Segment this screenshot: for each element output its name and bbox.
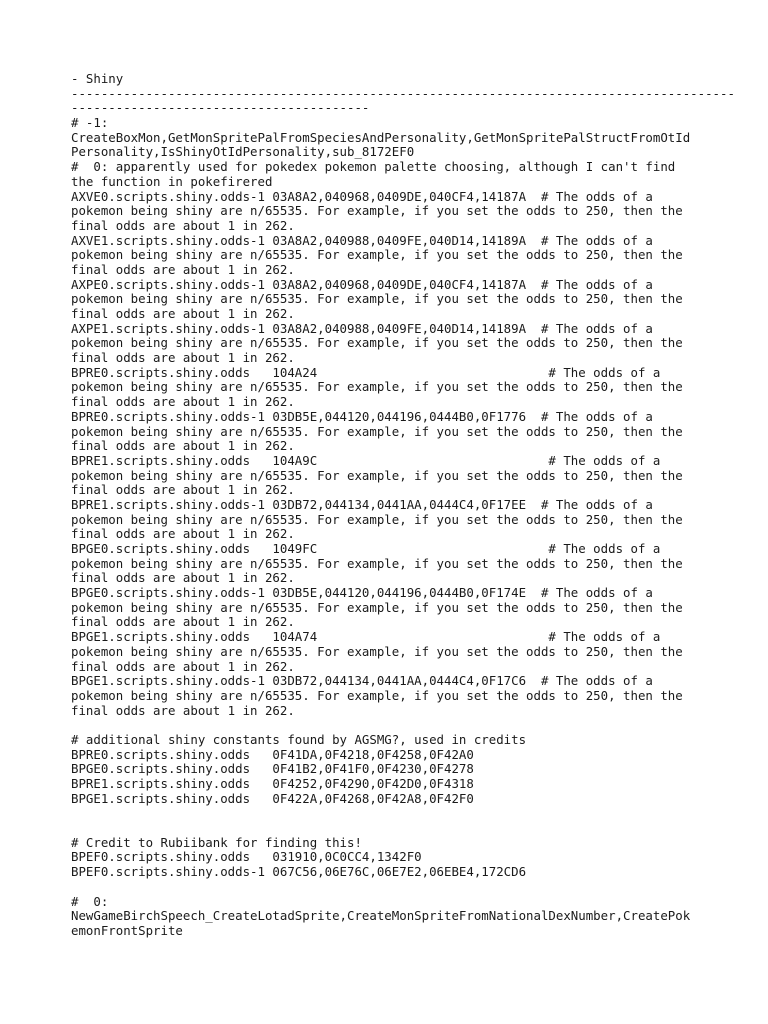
text-line: AXVE0.scripts.shiny.odds-1 03A8A2,040968,0409DE,040CF4,14187A # The odds of a [71,188,653,204]
text-line: final odds are about 1 in 262. [71,438,295,454]
text-line: pokemon being shiny are n/65535. For example, if you set the odds to 250, then the [71,687,683,703]
text-line: # -1: [71,115,109,131]
text-line: BPRE0.scripts.shiny.odds 104A24 # The odds of a [71,364,661,380]
text-line: BPGE0.scripts.shiny.odds-1 03DB5E,044120,044196,0444B0,0F174E # The odds of a [71,585,653,601]
text-line: emonFrontSprite [71,922,183,938]
text-line: ----------------------------------------------------------------------------------------- [71,85,735,101]
text-line: CreateBoxMon,GetMonSpritePalFromSpeciesAndPersonality,GetMonSpritePalStructFromOtId [71,129,691,145]
text-line: final odds are about 1 in 262. [71,702,295,718]
text-line: # 0: [71,893,109,909]
text-line: AXVE1.scripts.shiny.odds-1 03A8A2,040988,0409FE,040D14,14189A # The odds of a [71,232,653,248]
text-line: pokemon being shiny are n/65535. For example, if you set the odds to 250, then the [71,379,683,395]
text-line: BPRE0.scripts.shiny.odds 0F41DA,0F4218,0F4258,0F42A0 [71,746,474,762]
text-line: final odds are about 1 in 262. [71,526,295,542]
text-line: AXPE0.scripts.shiny.odds-1 03A8A2,040968,0409DE,040CF4,14187A # The odds of a [71,276,653,292]
text-line: BPEF0.scripts.shiny.odds-1 067C56,06E76C,06E7E2,06EBE4,172CD6 [71,864,527,880]
text-line: pokemon being shiny are n/65535. For example, if you set the odds to 250, then the [71,423,683,439]
document-page [71,71,735,939]
text-line: BPGE0.scripts.shiny.odds 0F41B2,0F41F0,0F4230,0F4278 [71,761,474,777]
text-line: # Credit to Rubiibank for finding this! [71,834,362,850]
text-line: BPGE1.scripts.shiny.odds 104A74 # The odds of a [71,629,661,645]
text-line: final odds are about 1 in 262. [71,217,295,233]
text-line: ---------------------------------------- [71,100,370,116]
text-line: Personality,IsShinyOtIdPersonality,sub_8172EF0 [71,144,415,160]
text-line: the function in pokefirered [71,173,273,189]
text-line [71,880,701,895]
text-line [71,806,701,821]
text-line: final odds are about 1 in 262. [71,570,295,586]
text-line: final odds are about 1 in 262. [71,658,295,674]
text-line: pokemon being shiny are n/65535. For example, if you set the odds to 250, then the [71,335,683,351]
text-line: - Shiny [71,71,124,86]
text-line: pokemon being shiny are n/65535. For example, if you set the odds to 250, then the [71,511,683,527]
text-line: pokemon being shiny are n/65535. For example, if you set the odds to 250, then the [71,247,683,263]
text-line: final odds are about 1 in 262. [71,306,295,321]
text-line: BPGE1.scripts.shiny.odds-1 03DB72,044134,0441AA,0444C4,0F17C6 # The odds of a [71,673,653,689]
text-line: BPGE1.scripts.shiny.odds 0F422A,0F4268,0F42A8,0F42F0 [71,790,474,806]
text-line: # 0: apparently used for pokedex pokemon palette choosing, although I can't find [71,159,676,175]
text-line: pokemon being shiny are n/65535. For example, if you set the odds to 250, then the [71,599,683,615]
text-line: pokemon being shiny are n/65535. For example, if you set the odds to 250, then the [71,555,683,571]
text-line [71,718,701,733]
text-line: # additional shiny constants found by AGSMG?, used in credits [71,731,527,747]
text-line: final odds are about 1 in 262. [71,614,295,630]
text-line: BPRE0.scripts.shiny.odds-1 03DB5E,044120,044196,0444B0,0F1776 # The odds of a [71,408,653,424]
text-line: AXPE1.scripts.shiny.odds-1 03A8A2,040988,0409FE,040D14,14189A # The odds of a [71,320,653,336]
text-line: final odds are about 1 in 262. [71,350,295,366]
text-line: final odds are about 1 in 262. [71,261,295,277]
text-line: final odds are about 1 in 262. [71,482,295,498]
text-line: BPRE1.scripts.shiny.odds 104A9C # The odds of a [71,452,661,468]
text-line: BPRE1.scripts.shiny.odds-1 03DB72,044134,0441AA,0444C4,0F17EE # The odds of a [71,496,653,512]
text-line: pokemon being shiny are n/65535. For example, if you set the odds to 250, then the [71,203,683,219]
text-line: NewGameBirchSpeech_CreateLotadSprite,CreateMonSpriteFromNationalDexNumber,CreatePok [71,908,691,924]
text-line: pokemon being shiny are n/65535. For example, if you set the odds to 250, then the [71,643,683,659]
text-line: BPRE1.scripts.shiny.odds 0F4252,0F4290,0F42D0,0F4318 [71,776,474,791]
text-line [71,821,701,836]
text-line: final odds are about 1 in 262. [71,394,295,410]
text-line: pokemon being shiny are n/65535. For example, if you set the odds to 250, then the [71,467,683,483]
text-line: BPGE0.scripts.shiny.odds 1049FC # The odds of a [71,541,661,556]
text-line: pokemon being shiny are n/65535. For example, if you set the odds to 250, then the [71,291,683,307]
text-line: BPEF0.scripts.shiny.odds 031910,0C0CC4,1342F0 [71,849,422,865]
